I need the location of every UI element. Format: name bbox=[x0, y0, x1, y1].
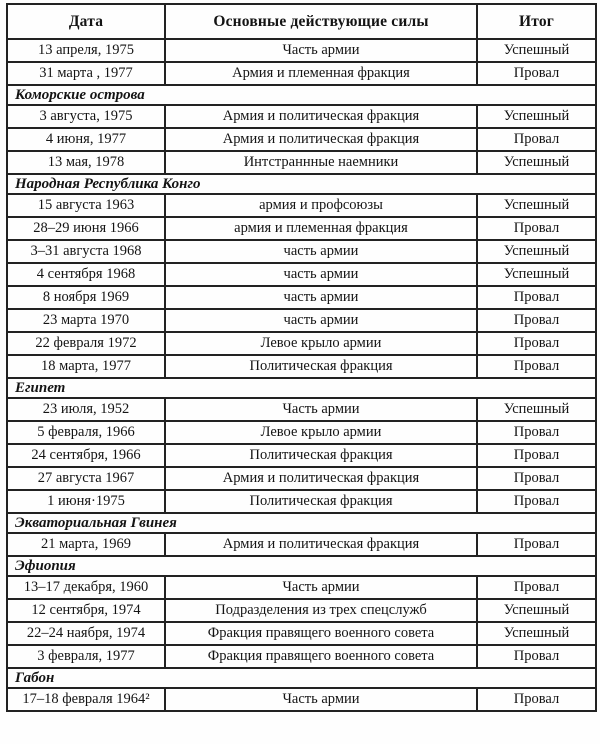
date-cell: 13 мая, 1978 bbox=[7, 151, 165, 174]
result-cell: Провал bbox=[477, 309, 596, 332]
table-row bbox=[7, 309, 596, 332]
header-row bbox=[7, 4, 596, 39]
col-header-result: Итог bbox=[477, 4, 596, 39]
table-row bbox=[7, 240, 596, 263]
forces-cell: Фракция правящего военного совета bbox=[165, 622, 477, 645]
date-cell: 3 августа, 1975 bbox=[7, 105, 165, 128]
date-cell: 21 марта, 1969 bbox=[7, 533, 165, 556]
table-row bbox=[7, 467, 596, 490]
result-cell: Успешный bbox=[477, 39, 596, 62]
result-cell: Успешный bbox=[477, 622, 596, 645]
coups-table bbox=[6, 3, 597, 712]
forces-cell: Армия и политическая фракция bbox=[165, 533, 477, 556]
date-cell: 23 июля, 1952 bbox=[7, 398, 165, 421]
forces-cell: часть армии bbox=[165, 309, 477, 332]
result-cell: Провал bbox=[477, 533, 596, 556]
forces-cell: Армия и политическая фракция bbox=[165, 467, 477, 490]
result-cell: Провал bbox=[477, 286, 596, 309]
date-cell: 23 марта 1970 bbox=[7, 309, 165, 332]
date-cell: 4 июня, 1977 bbox=[7, 128, 165, 151]
result-cell: Провал bbox=[477, 62, 596, 85]
result-cell: Провал bbox=[477, 355, 596, 378]
table-row bbox=[7, 194, 596, 217]
forces-cell: Часть армии bbox=[165, 39, 477, 62]
date-cell: 5 февраля, 1966 bbox=[7, 421, 165, 444]
forces-cell: часть армии bbox=[165, 240, 477, 263]
forces-cell: Политическая фракция bbox=[165, 355, 477, 378]
table-row bbox=[7, 217, 596, 240]
date-cell: 13 апреля, 1975 bbox=[7, 39, 165, 62]
table-row bbox=[7, 332, 596, 355]
table-row bbox=[7, 263, 596, 286]
table-row bbox=[7, 151, 596, 174]
table-row bbox=[7, 576, 596, 599]
date-cell: 27 августа 1967 bbox=[7, 467, 165, 490]
result-cell: Провал bbox=[477, 444, 596, 467]
forces-cell: Армия и племенная фракция bbox=[165, 62, 477, 85]
forces-cell: Подразделения из трех спецслужб bbox=[165, 599, 477, 622]
table-row bbox=[7, 622, 596, 645]
table-row bbox=[7, 421, 596, 444]
col-header-date: Дата bbox=[7, 4, 165, 39]
table-row bbox=[7, 355, 596, 378]
forces-cell: Армия и политическая фракция bbox=[165, 128, 477, 151]
result-cell: Провал bbox=[477, 421, 596, 444]
forces-cell: часть армии bbox=[165, 286, 477, 309]
date-cell: 28–29 июня 1966 bbox=[7, 217, 165, 240]
date-cell: 17–18 февраля 1964² bbox=[7, 688, 165, 711]
result-cell: Успешный bbox=[477, 398, 596, 421]
result-cell: Провал bbox=[477, 688, 596, 711]
country-section-row bbox=[7, 85, 596, 105]
country-section-row bbox=[7, 174, 596, 194]
country-section-row bbox=[7, 556, 596, 576]
forces-cell: Фракция правящего военного совета bbox=[165, 645, 477, 668]
table-row bbox=[7, 533, 596, 556]
table-row bbox=[7, 599, 596, 622]
result-cell: Провал bbox=[477, 332, 596, 355]
date-cell: 3 февраля, 1977 bbox=[7, 645, 165, 668]
country-name: Габон bbox=[7, 668, 596, 688]
result-cell: Успешный bbox=[477, 105, 596, 128]
result-cell: Успешный bbox=[477, 151, 596, 174]
forces-cell: армия и племенная фракция bbox=[165, 217, 477, 240]
result-cell: Провал bbox=[477, 217, 596, 240]
date-cell: 4 сентября 1968 bbox=[7, 263, 165, 286]
result-cell: Успешный bbox=[477, 240, 596, 263]
forces-cell: Политическая фракция bbox=[165, 490, 477, 513]
country-section-row bbox=[7, 378, 596, 398]
result-cell: Провал bbox=[477, 645, 596, 668]
date-cell: 22–24 наября, 1974 bbox=[7, 622, 165, 645]
forces-cell: Левое крыло армии bbox=[165, 421, 477, 444]
result-cell: Успешный bbox=[477, 263, 596, 286]
date-cell: 8 ноября 1969 bbox=[7, 286, 165, 309]
country-section-row bbox=[7, 668, 596, 688]
country-section-row bbox=[7, 513, 596, 533]
forces-cell: Интстраннные наемники bbox=[165, 151, 477, 174]
forces-cell: Левое крыло армии bbox=[165, 332, 477, 355]
col-header-forces: Основные действующие силы bbox=[165, 4, 477, 39]
result-cell: Провал bbox=[477, 467, 596, 490]
result-cell: Успешный bbox=[477, 194, 596, 217]
result-cell: Успешный bbox=[477, 599, 596, 622]
forces-cell: Часть армии bbox=[165, 688, 477, 711]
table-body bbox=[7, 39, 596, 711]
table-row bbox=[7, 105, 596, 128]
date-cell: 15 августа 1963 bbox=[7, 194, 165, 217]
result-cell: Провал bbox=[477, 128, 596, 151]
table-row bbox=[7, 645, 596, 668]
country-name: Эфиопия bbox=[7, 556, 596, 576]
country-name: Египет bbox=[7, 378, 596, 398]
result-cell: Провал bbox=[477, 576, 596, 599]
forces-cell: Часть армии bbox=[165, 576, 477, 599]
date-cell: 12 сентября, 1974 bbox=[7, 599, 165, 622]
date-cell: 31 марта , 1977 bbox=[7, 62, 165, 85]
table-row bbox=[7, 688, 596, 711]
date-cell: 13–17 декабря, 1960 bbox=[7, 576, 165, 599]
date-cell: 22 февраля 1972 bbox=[7, 332, 165, 355]
forces-cell: Политическая фракция bbox=[165, 444, 477, 467]
forces-cell: Армия и политическая фракция bbox=[165, 105, 477, 128]
result-cell: Провал bbox=[477, 490, 596, 513]
table-row bbox=[7, 39, 596, 62]
date-cell: 18 марта, 1977 bbox=[7, 355, 165, 378]
forces-cell: часть армии bbox=[165, 263, 477, 286]
date-cell: 3–31 августа 1968 bbox=[7, 240, 165, 263]
forces-cell: Часть армии bbox=[165, 398, 477, 421]
table-row bbox=[7, 490, 596, 513]
country-name: Народная Республика Конго bbox=[7, 174, 596, 194]
table-row bbox=[7, 444, 596, 467]
date-cell: 1 июня·1975 bbox=[7, 490, 165, 513]
table-row bbox=[7, 62, 596, 85]
table-row bbox=[7, 128, 596, 151]
table-row bbox=[7, 286, 596, 309]
country-name: Коморские острова bbox=[7, 85, 596, 105]
date-cell: 24 сентября, 1966 bbox=[7, 444, 165, 467]
table-row bbox=[7, 398, 596, 421]
forces-cell: армия и профсоюзы bbox=[165, 194, 477, 217]
country-name: Экваториальная Гвинея bbox=[7, 513, 596, 533]
